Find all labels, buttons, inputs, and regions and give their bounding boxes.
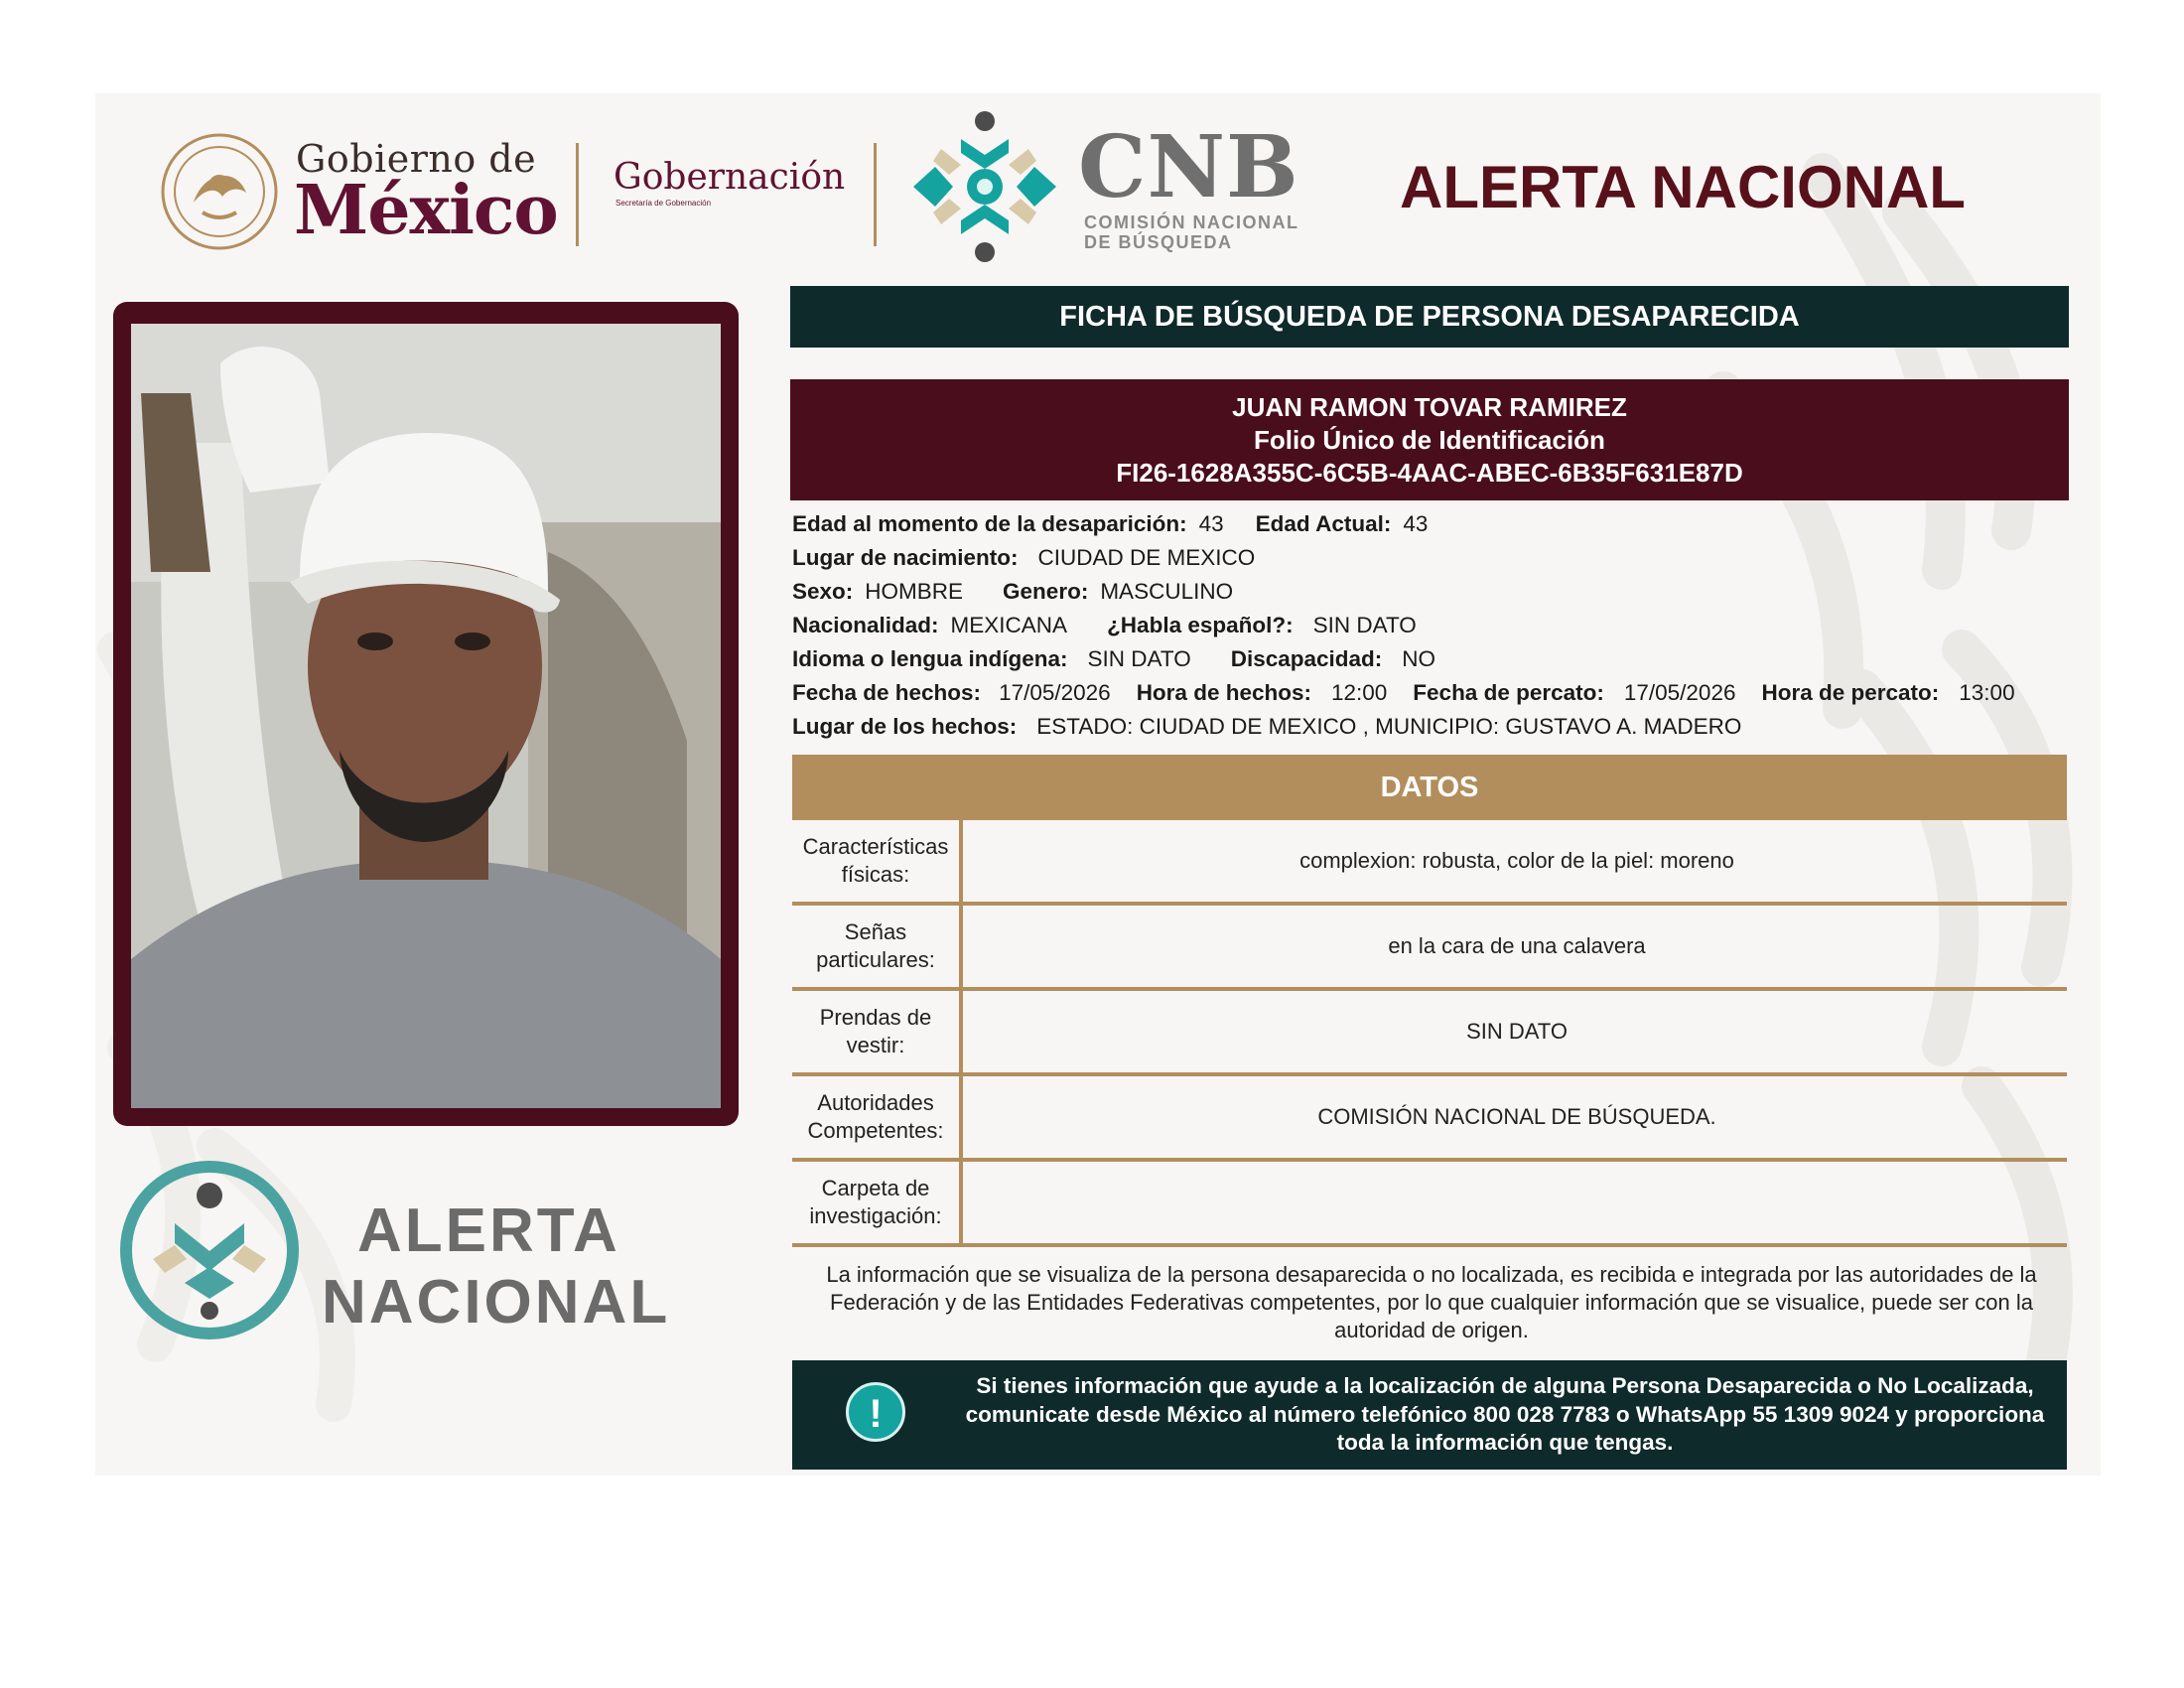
info-idioma: Idioma o lengua indígena: SIN DATO Discapacidad: NO	[792, 646, 1436, 671]
datos-header: DATOS	[792, 755, 2067, 820]
info-lugar-hechos: Lugar de los hechos: ESTADO: CIUDAD DE MEXICO , MUNICIPIO: GUSTAVO A. MADERO	[792, 714, 1742, 739]
person-header	[790, 379, 2069, 500]
alerta-nacional-logo-icon	[117, 1158, 302, 1342]
folio-label: Folio Único de Identificación	[1254, 425, 1605, 455]
info-nacionalidad: Nacionalidad: MEXICANA ¿Habla español?: SIN DATO	[792, 613, 1417, 637]
gobernacion-text: Gobernación	[614, 157, 846, 198]
exclamation-icon: !	[846, 1382, 905, 1442]
gobernacion-subtext: Secretaría de Gobernación	[615, 199, 712, 208]
person-name: JUAN RAMON TOVAR RAMIREZ	[1232, 392, 1627, 422]
info-edad: Edad al momento de la desaparición: 43 Edad Actual: 43	[792, 511, 1429, 536]
table-row	[792, 1076, 2067, 1162]
row-label: Carpeta de investigación:	[792, 1162, 963, 1243]
row-label: Características físicas:	[792, 820, 963, 902]
row-label: Señas particulares:	[792, 906, 963, 987]
table-row	[792, 906, 2067, 991]
row-label: Autoridades Competentes:	[792, 1076, 963, 1158]
person-photo	[131, 324, 721, 1108]
gobierno-de-text: Gobierno de	[296, 137, 537, 181]
alert-title: ALERTA NACIONAL	[1400, 154, 1966, 220]
row-value	[967, 1162, 2067, 1243]
table-row	[792, 991, 2067, 1076]
row-label: Prendas de vestir:	[792, 991, 963, 1072]
info-fechas: Fecha de hechos: 17/05/2026 Hora de hechos: 12:00 Fecha de percato: 17/05/2026 Hora de percato: 13:00	[792, 680, 2015, 705]
info-lugar-nacimiento: Lugar de nacimiento: CIUDAD DE MEXICO	[792, 545, 1256, 570]
cnb-logo-icon	[905, 109, 1064, 264]
folio-number: FI26-1628A355C-6C5B-4AAC-ABEC-6B35F631E87D	[1116, 458, 1743, 488]
cnb-text: CNB	[1078, 117, 1299, 217]
info-sexo-genero: Sexo: HOMBRE Genero: MASCULINO	[792, 579, 1234, 604]
header-divider	[874, 143, 877, 246]
row-value: complexion: robusta, color de la piel: moreno	[1299, 848, 1734, 873]
row-value: SIN DATO	[1466, 1019, 1568, 1044]
disclaimer-text: La información que se visualiza de la persona desaparecida o no localizada, es recibida e integrada por las autoridades de la Federación y de las Entidades Federativas competentes, por lo que cualquier información que se visualice, puede ser con la autoridad de origen.	[826, 1262, 2037, 1342]
table-row	[792, 1162, 2067, 1247]
row-value: en la cara de una calavera	[1388, 933, 1646, 958]
mexico-text: México	[294, 171, 558, 250]
header-divider	[576, 143, 579, 246]
mexico-seal-icon	[159, 131, 280, 252]
alerta-nacional-logo-text: ALERTA NACIONAL	[322, 1196, 671, 1336]
contact-text: Si tienes información que ayude a la localización de alguna Persona Desaparecida o No Localizada, comunicate desde México al número telefónico 800 028 7783 o WhatsApp 55 1309 9024 y proporciona toda la información que tengas.	[965, 1373, 2045, 1455]
table-row	[792, 820, 2067, 906]
row-value: COMISIÓN NACIONAL DE BÚSQUEDA.	[1317, 1104, 1716, 1129]
ficha-title: FICHA DE BÚSQUEDA DE PERSONA DESAPARECIDA	[790, 286, 2069, 348]
cnb-subtitle: COMISIÓN NACIONAL DE BÚSQUEDA	[1084, 212, 1299, 252]
